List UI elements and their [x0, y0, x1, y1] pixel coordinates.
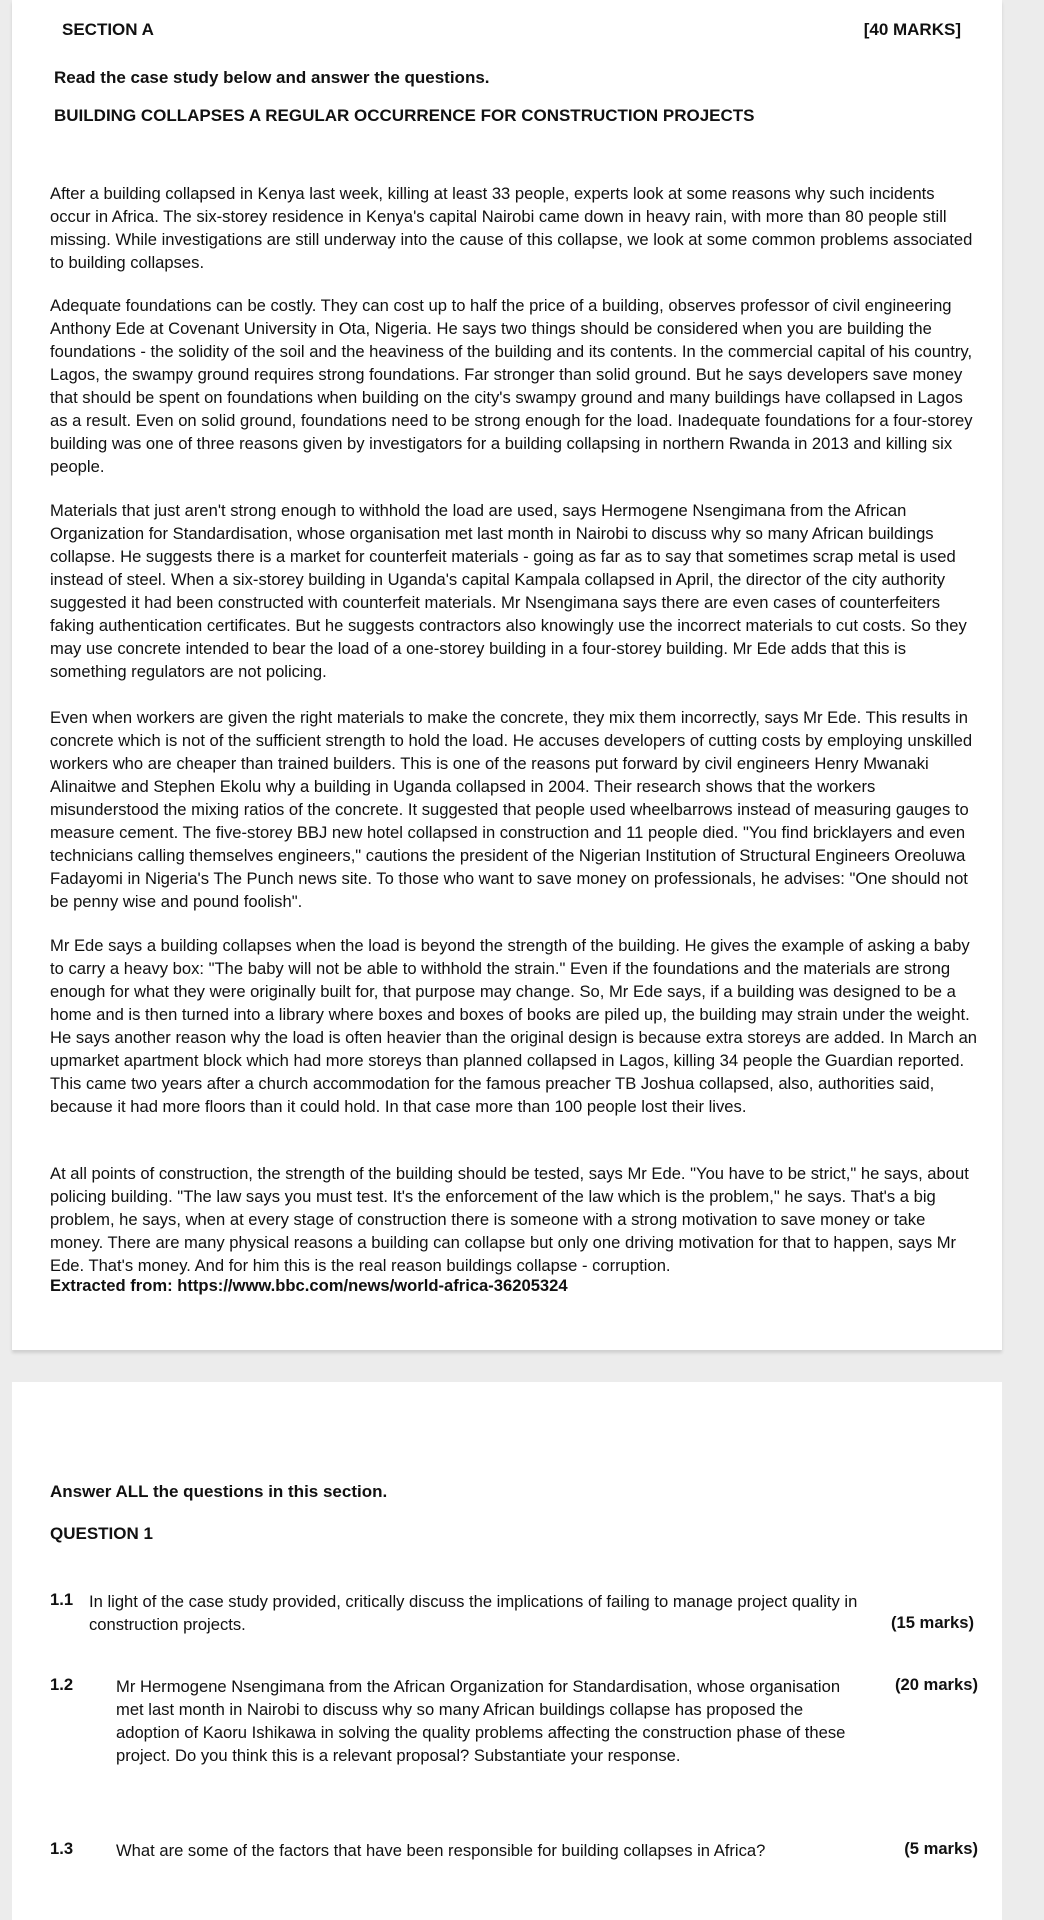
question-marks: (20 marks): [894, 1675, 978, 1694]
question-number: 1.3: [50, 1839, 74, 1858]
question-text: Mr Hermogene Nsengimana from the African Organization for Standardisation, whose organisation met last month in Nairobi to discuss why so many African buildings collapse has proposed the adoption of Kaoru Ishikawa in solving the quality problems affecting the construction phase of these project. Do you think this is a relevant proposal? Substantiate your response.: [116, 1677, 846, 1765]
case-study-instruction: Read the case study below and answer the questions.: [54, 68, 490, 87]
paragraph: Mr Ede says a building collapses when the load is beyond the strength of the building. He gives the example of asking a baby to carry a heavy box: "The baby will not be able to withhold the strain." Even if the foundations and the materials are strong enough for what they were originally built for, that purpose may change. So, Mr Ede says, if a building was designed to be a home and is then turned into a library where boxes and boxes of books are piled up, the building may strain under the weight. He says another reason why the load is often heavier than the original design is because extra storeys are added. In March an upmarket apartment block which had more storeys than planned collapsed in Lagos, killing 34 people the Guardian reported. This came two years after a church accommodation for the famous preacher TB Joshua collapsed, also, authorities said, because it had more floors than it could hold. In that case more than 100 people lost their lives.: [50, 935, 978, 1117]
question-number: 1.1: [50, 1590, 74, 1609]
answer-instruction: Answer ALL the questions in this section.: [50, 1482, 388, 1501]
question-title: QUESTION 1: [50, 1524, 153, 1543]
question-marks: (5 marks): [904, 1839, 978, 1858]
section-marks: [40 MARKS]: [863, 20, 961, 39]
paragraph: After a building collapsed in Kenya last week, killing at least 33 people, experts look at some reasons why such incidents occur in Africa. The six-storey residence in Kenya's capital Nairobi came down in heavy rain, with more than 80 people still missing. While investigations are still underway into the cause of this collapse, we look at some common problems associated to building collapses.: [50, 183, 973, 272]
document-page-2: [12, 1382, 1002, 1920]
paragraph: At all points of construction, the strength of the building should be tested, says Mr Ede. "You have to be strict," he says, about policing building. "The law says you must test. It's the enforcement of the law which is the problem," he says. That's a big problem, he says, when at every stage of construction there is someone with a strong motivation to save money or take money. There are many physical reasons a building can collapse but only one driving motivation for that to happen, says Mr Ede. That's money. And for him this is the real reason buildings collapse - corruption.: [50, 1163, 969, 1275]
question-text: In light of the case study provided, critically discuss the implications of failing to manage project quality in construction projects.: [89, 1592, 858, 1634]
source-citation: Extracted from: https://www.bbc.com/news/world-africa-36205324: [50, 1276, 568, 1295]
section-title: SECTION A: [62, 20, 154, 39]
paragraph: Even when workers are given the right materials to make the concrete, they mix them incorrectly, says Mr Ede. This results in concrete which is not of the sufficient strength to hold the load. He accuses developers of cutting costs by employing unskilled workers who are cheaper than trained builders. This is one of the reasons put forward by civil engineers Henry Mwanaki Alinaitwe and Stephen Ekolu why a building in Uganda collapsed in 2004. Their research shows that the workers misunderstood the mixing ratios of the concrete. It suggested that people used wheelbarrows instead of measuring gauges to measure cement. The five-storey BBJ new hotel collapsed in construction and 11 people died. "You find bricklayers and even technicians calling themselves engineers," cautions the president of the Nigerian Institution of Structural Engineers Oreoluwa Fadayomi in Nigeria's The Punch news site. To those who want to save money on professionals, he advises: "One should not be penny wise and pound foolish".: [50, 707, 973, 912]
document-page-1: [12, 0, 1002, 1350]
question-number: 1.2: [50, 1675, 74, 1694]
paragraph: Materials that just aren't strong enough to withhold the load are used, says Hermogene Nsengimana from the African Organization for Standardisation, whose organisation met last month in Nairobi to discuss why so many African buildings collapse. He suggests there is a market for counterfeit materials - going as far as to say that sometimes scrap metal is used instead of steel. When a six-storey building in Uganda's capital Kampala collapsed in April, the director of the city authority suggested it had been constructed with counterfeit materials. Mr Nsengimana says there are even cases of counterfeiters faking authentication certificates. But he suggests contractors also knowingly use the incorrect materials to cut costs. So they may use concrete intended to bear the load of a one-storey building in a four-storey building. Mr Ede adds that this is something regulators are not policing.: [50, 500, 967, 682]
paragraph: Adequate foundations can be costly. They can cost up to half the price of a building, observes professor of civil engineering Anthony Ede at Covenant University in Ota, Nigeria. He says two things should be considered when you are building the foundations - the solidity of the soil and the heaviness of the building and its contents. In the commercial capital of his country, Lagos, the swampy ground requires strong foundations. Far stronger than solid ground. But he says developers save money that should be spent on foundations when building on the city's swampy ground and many buildings have collapsed in Lagos as a result. Even on solid ground, foundations need to be strong enough for the load. Inadequate foundations for a four-storey building was one of three reasons given by investigators for a building collapsing in northern Rwanda in 2013 and killing six people.: [50, 295, 973, 477]
question-marks: (15 marks): [890, 1613, 974, 1632]
question-text: What are some of the factors that have been responsible for building collapses in Africa?: [116, 1841, 766, 1860]
case-study-heading: BUILDING COLLAPSES A REGULAR OCCURRENCE FOR CONSTRUCTION PROJECTS: [54, 106, 755, 125]
